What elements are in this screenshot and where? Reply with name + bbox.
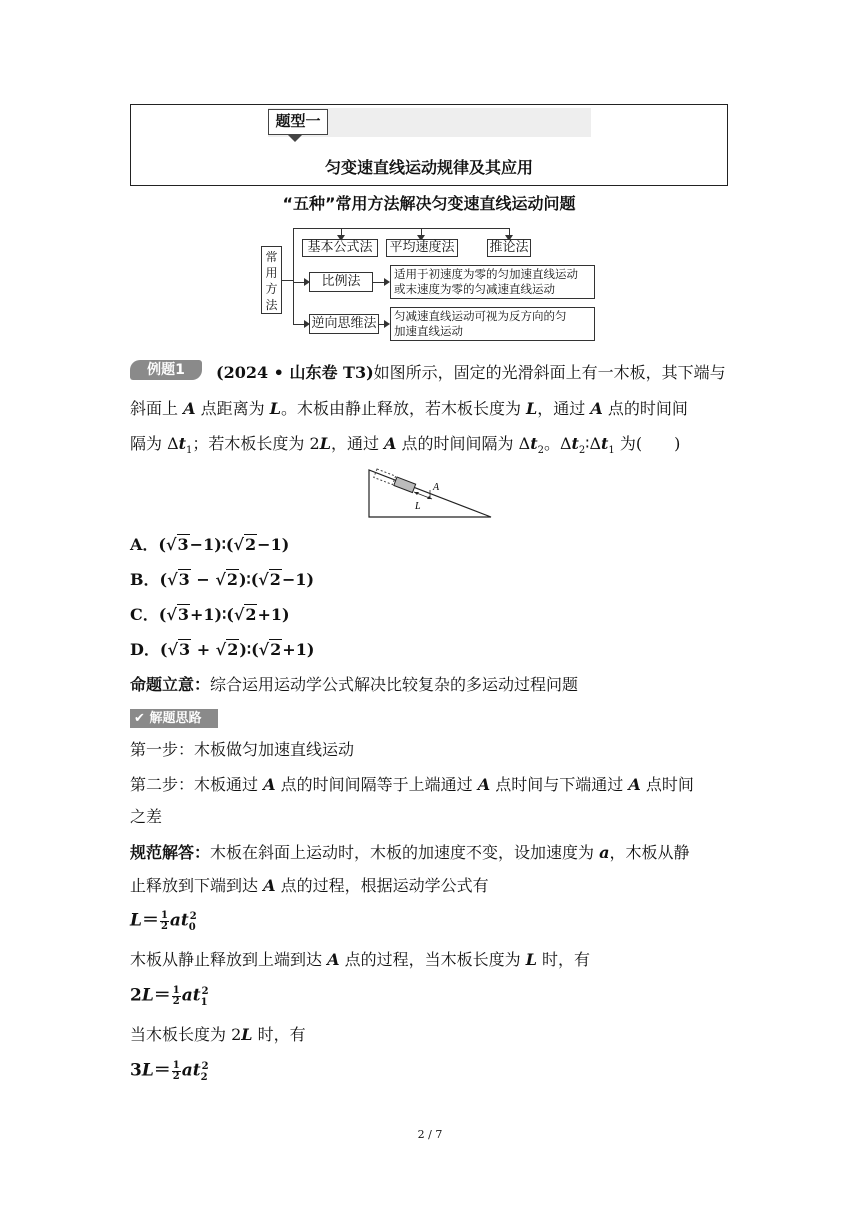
badge-arrow-icon	[288, 135, 302, 142]
ratio-description	[390, 265, 595, 299]
solution-label: 规范解答：	[130, 843, 211, 862]
equation-1: L＝ $\frac{1}{2}$ $at_0^2$	[130, 909, 197, 934]
diagram-connector	[282, 280, 293, 281]
method-box-reverse: 逆向思维法	[309, 314, 379, 334]
root-char: 用	[265, 266, 278, 280]
example-source: (2024 • 山东卷 T3)	[216, 363, 374, 382]
example-line-1	[216, 363, 726, 383]
diagram-spine	[293, 228, 294, 324]
page-number: 2 / 7	[417, 1128, 443, 1141]
root-char: 法	[265, 298, 278, 312]
root-char: 常	[265, 250, 278, 264]
method-box-ratio: 比例法	[309, 272, 373, 292]
desc-line: 匀减速直线运动可视为反方向的匀	[394, 309, 567, 323]
incline-figure	[366, 464, 494, 520]
option-d[interactable]: D．(√3 + √2)∶(√2+1)	[130, 640, 315, 659]
reverse-description	[390, 307, 595, 341]
method-box: 平均速度法	[386, 239, 458, 257]
desc-line: 或末速度为零的匀减速直线运动	[394, 282, 555, 296]
method-box: 推论法	[487, 239, 531, 257]
equation-2: 2L＝ $\frac{1}{2}$ $at_1^2$	[130, 984, 209, 1009]
example-badge: 例题1	[130, 360, 202, 380]
section-title: 匀变速直线运动规律及其应用	[324, 158, 533, 177]
intent-text: 综合运用运动学公式解决比较复杂的多运动过程问题	[210, 675, 579, 694]
root-char: 方	[265, 282, 278, 296]
option-b[interactable]: B．(√3 − √2)∶(√2−1)	[130, 570, 315, 589]
solution-line-1: 规范解答：木板在斜面上运动时，木板的加速度不变，设加速度为 a，木板从静	[130, 843, 690, 862]
solution-line-2: 止释放到下端到达 A 点的过程，根据运动学公式有	[130, 876, 489, 895]
diagram-top-bar	[293, 228, 510, 229]
option-c[interactable]: C．(√3+1)∶(√2+1)	[130, 605, 290, 624]
example-line-2: 斜面上 A 点距离为 L。木板由静止释放，若木板长度为 L，通过 A 点的时间间	[130, 399, 688, 418]
method-box: 基本公式法	[302, 239, 378, 257]
option-a[interactable]: A．(√3−1)∶(√2−1)	[130, 535, 290, 554]
example-line-3: 隔为 $\Delta t_1$；若木板长度为 2L，通过 A 点的时间间隔为 $\Delta t_2$。$\Delta t_2∶\Delta t_1$ 为( )	[130, 434, 681, 457]
diagram-root-box	[261, 246, 282, 314]
example-text: 如图所示，固定的光滑斜面上有一木板，其下端与	[373, 363, 726, 382]
solution-line-3: 木板从静止释放到上端到达 A 点的过程，当木板长度为 L 时，有	[130, 950, 591, 969]
intent-label: 命题立意：	[130, 675, 211, 694]
intent-line	[130, 675, 578, 695]
thinking-step-1: 第一步：木板做匀加速直线运动	[130, 740, 355, 759]
solution-line-4: 当木板长度为 2L 时，有	[130, 1025, 306, 1044]
label-L: L	[415, 501, 421, 512]
desc-line: 加速直线运动	[394, 324, 463, 338]
equation-3: 3L＝ $\frac{1}{2}$ $at_2^2$	[130, 1059, 209, 1084]
methods-heading: “五种”常用方法解决匀变速直线运动问题	[282, 194, 576, 213]
thinking-badge-label: 解题思路	[149, 711, 202, 726]
thinking-step-2: 第二步：木板通过 A 点的时间间隔等于上端通过 A 点时间与下端通过 A 点时间	[130, 775, 694, 794]
thinking-step-2-cont: 之差	[130, 807, 163, 826]
label-A: A	[433, 482, 440, 493]
desc-line: 适用于初速度为零的匀加速直线运动	[394, 267, 578, 281]
question-type-badge: 题型一	[268, 109, 328, 135]
check-pencil-icon: ✔	[134, 711, 145, 726]
thinking-badge	[130, 709, 218, 728]
